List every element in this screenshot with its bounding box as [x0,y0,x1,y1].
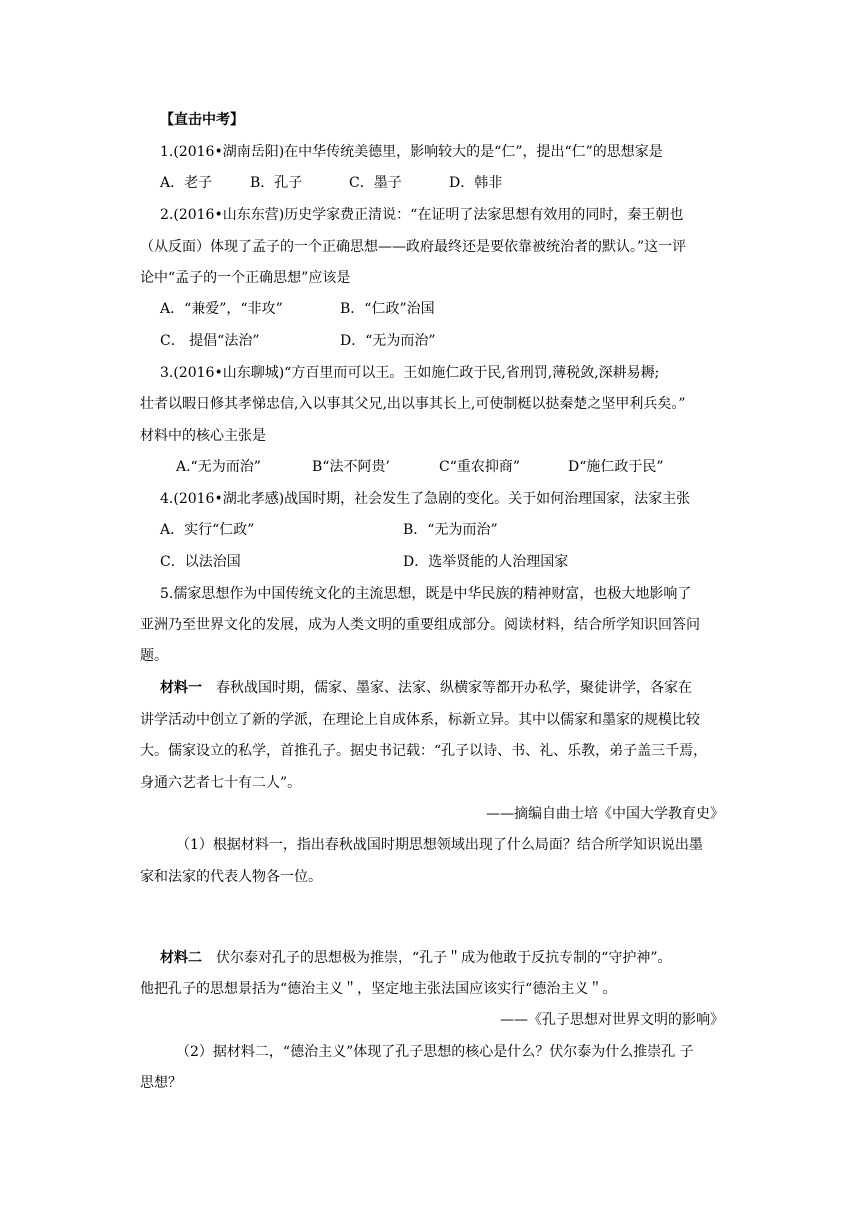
q2-option-b: B．“仁政”治国 [340,301,435,317]
q4-option-c: C．以法治国 [160,554,241,570]
question-3-line-1: 3.(2016•山东聊城)“方百里而可以王。王如施仁政于民,省刑罚,薄税敛,深耕易耨; [160,365,660,381]
q2-option-c: C． 提倡“法治” [160,333,260,349]
material-1-line-1 [160,677,692,699]
q4-option-a: A．实行“仁政” [160,522,255,538]
sub-question-1-line-2: 家和法家的代表人物各一位。 [140,869,322,885]
material-2-line-1 [160,947,671,969]
material-2-text-1: 伏尔泰对孔子的思想极为推崇，“孔子＂成为他敢于反抗专制的“守护神”。 [216,950,672,966]
q3-option-d: D“施仁政于民” [568,459,664,475]
sub-question-2-line-2: 思想？ [140,1075,182,1091]
material-1-text-1: 春秋战国时期，儒家、墨家、法家、纵横家等都开办私学，聚徒讲学，各家在 [216,680,692,696]
question-2-line-2: （从反面）体现了孟子的一个正确思想——政府最终还是要依靠被统治者的默认。”这一评 [140,239,687,255]
material-1-line-2: 讲学活动中创立了新的学派，在理论上自成体系，标新立异。其中以儒家和墨家的规模比较 [140,712,700,728]
question-3-line-2: 壮者以暇日修其孝悌忠信,入以事其父兄,出以事其长上,可使制梃以挞秦楚之坚甲利兵矣。” [140,396,686,412]
q1-option-b: B．孔子 [250,175,303,191]
q3-option-b: B“法不阿贵’ [312,459,390,475]
question-5-line-3: 题。 [140,648,168,664]
sub-question-1-line-1: （1）根据材料一，指出春秋战国时期思想领域出现了什么局面？结合所学知识说出墨 [176,837,703,853]
q1-option-d: D．韩非 [449,175,503,191]
q1-option-a: A．老子 [160,175,213,191]
material-1-label: 材料一 [160,680,202,696]
material-1-line-4: 身通六艺者七十有二人”。 [140,775,302,791]
q4-option-d: D．选举贤能的人治理国家 [403,554,569,570]
question-5-line-1: 5.儒家思想作为中国传统文化的主流思想，既是中华民族的精神财富，也极大地影响了 [160,586,692,602]
material-2-source: ——《孔子思想对世界文明的影响》 [500,1012,724,1028]
q1-option-c: C．墨子 [349,175,402,191]
q3-option-a: A.“无为而治” [176,459,261,475]
question-1-stem: 1.(2016•湖南岳阳)在中华传统美德里，影响较大的是“仁”，提出“仁”的思想家是 [160,144,663,160]
q2-option-a: A．“兼爱”，“非攻” [160,301,283,317]
sub-question-2-line-1: （2）据材料二，“德治主义”体现了孔子思想的核心是什么？伏尔泰为什么推崇孔 子 [176,1044,694,1060]
material-1-line-3: 大。儒家设立的私学，首推孔子。据史书记载：“孔子以诗、书、礼、乐教，弟子盖三千焉， [140,743,708,759]
material-2-label: 材料二 [160,950,202,966]
q3-option-c: C“重农抑商” [439,459,521,475]
q4-option-b: B．“无为而治” [403,522,498,538]
question-4-stem: 4.(2016•湖北孝感)战国时期，社会发生了急剧的变化。关于如何治理国家，法家主张 [160,491,691,507]
section-heading: 【直击中考】 [160,112,244,128]
question-3-line-3: 材料中的核心主张是 [140,428,266,444]
material-1-source: ——摘编自曲士培《中国大学教育史》 [486,806,724,822]
question-2-line-1: 2.(2016•山东东营)历史学家费正清说：“在证明了法家思想有效用的同时，秦王朝也 [160,207,684,223]
question-5-line-2: 亚洲乃至世界文化的发展，成为人类文明的重要组成部分。阅读材料，结合所学知识回答问 [140,617,700,633]
question-2-line-3: 论中“孟子的一个正确思想”应该是 [140,270,351,286]
material-2-line-2: 他把孔子的思想景括为“德治主义＂，坚定地主张法国应该实行“德治主义＂。 [140,981,617,997]
q2-option-d: D．“无为而治” [340,333,436,349]
